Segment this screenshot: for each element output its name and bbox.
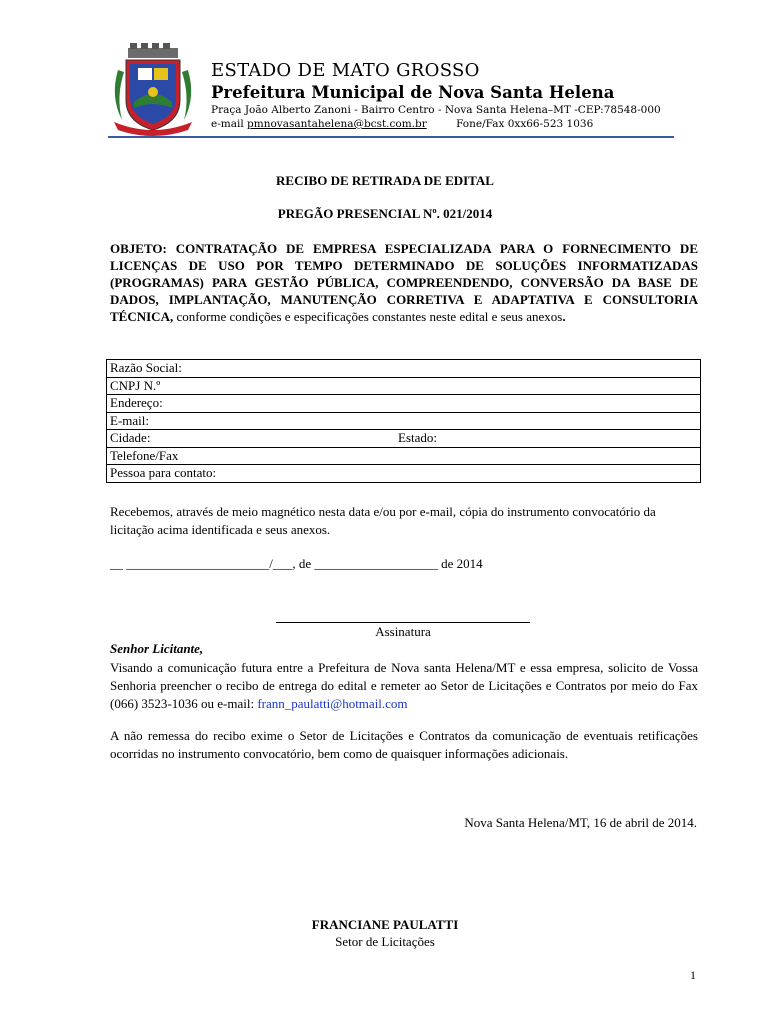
object-heading: OBJETO: CONTRATAÇÃO DE EMPRESA ESPECIALIZADA PARA O FORNECIMENTO DE LICENÇAS DE USO POR TEMPO DETERMINADO DE SOLUÇÕES INFORMATIZADAS (PROGRAMAS) PARA GESTÃO PÚBLICA, COMPREENDENDO, CONVERSÃO DA BASE DE DADOS, IMPLANTAÇÃO, MANUTENÇÃO CORRETIVA E ADAPTATIVA E CONSULTORIA TÉCNICA,: [110, 241, 698, 324]
company-form: [106, 359, 701, 483]
field-telefone-fax[interactable]: Telefone/Fax: [107, 447, 701, 465]
field-pessoa-contato[interactable]: Pessoa para contato:: [107, 465, 701, 483]
field-endereco[interactable]: Endereço:: [107, 395, 701, 413]
address: Praça João Alberto Zanoni - Bairro Centro - Nova Santa Helena–MT -CEP:78548-000: [211, 104, 661, 116]
page-number: 1: [690, 968, 696, 982]
instructions-text: Visando a comunicação futura entre a Prefeitura de Nova santa Helena/MT e essa empresa, solicito de Vossa Senhoria preencher o recibo de entrega do edital e remeter ao Setor de Licitações e Contratos por meio do Fax (066) 3523-1036 ou e-mail:: [110, 660, 698, 711]
object-text: conforme condições e especificações constantes neste edital e seus anexos: [173, 309, 563, 324]
field-estado: Estado:: [398, 430, 437, 445]
receipt-statement: Recebemos, através de meio magnético nesta data e/ou por e-mail, cópia do instrumento convocatório da licitação acima identificada e seus anexos.: [110, 504, 656, 537]
field-cidade: Cidade:: [110, 430, 151, 446]
header-email-link[interactable]: pmnovasantahelena@bcst.com.br: [247, 118, 427, 130]
letterhead-text: [211, 60, 673, 131]
signature-label: Assinatura: [375, 624, 431, 639]
place-and-date: Nova Santa Helena/MT, 16 de abril de 2014.: [464, 815, 697, 830]
field-cidade-estado[interactable]: [107, 430, 701, 448]
instructions-paragraph: [110, 659, 698, 713]
object-paragraph: [110, 240, 698, 325]
municipal-coat-of-arms-icon: [108, 42, 198, 138]
signature-line: [276, 622, 530, 623]
signer-name: FRANCIANE PAULATTI: [311, 917, 459, 932]
contact-email-link[interactable]: frann_paulatti@hotmail.com: [257, 696, 408, 711]
object-end: .: [562, 309, 566, 324]
document-title: RECIBO DE RETIRADA DE EDITAL: [276, 173, 494, 188]
header-divider: [108, 136, 674, 138]
city-hall-name: Prefeitura Municipal de Nova Santa Helena: [211, 83, 615, 102]
signer-department: Setor de Licitações: [335, 934, 435, 949]
date-fill-line: __ ______________________/___, de ___________________ de 2014: [110, 556, 483, 571]
field-cnpj[interactable]: CNPJ N.º: [107, 377, 701, 395]
contact-line: [211, 117, 673, 131]
notice-paragraph: A não remessa do recibo exime o Setor de Licitações e Contratos da comunicação de eventuais retificações ocorridas no instrumento convocatório, bem como de quaisquer informações adicionais.: [110, 728, 698, 761]
field-razao-social[interactable]: Razão Social:: [107, 360, 701, 378]
state-name: ESTADO DE MATO GROSSO: [211, 60, 480, 81]
field-email[interactable]: E-mail:: [107, 412, 701, 430]
letterhead: [108, 42, 674, 140]
email-label: e-mail: [211, 118, 244, 130]
phone-fax: Fone/Fax 0xx66-523 1036: [456, 118, 594, 130]
tender-number: PREGÃO PRESENCIAL Nº. 021/2014: [277, 206, 493, 221]
salutation: Senhor Licitante,: [110, 641, 204, 656]
